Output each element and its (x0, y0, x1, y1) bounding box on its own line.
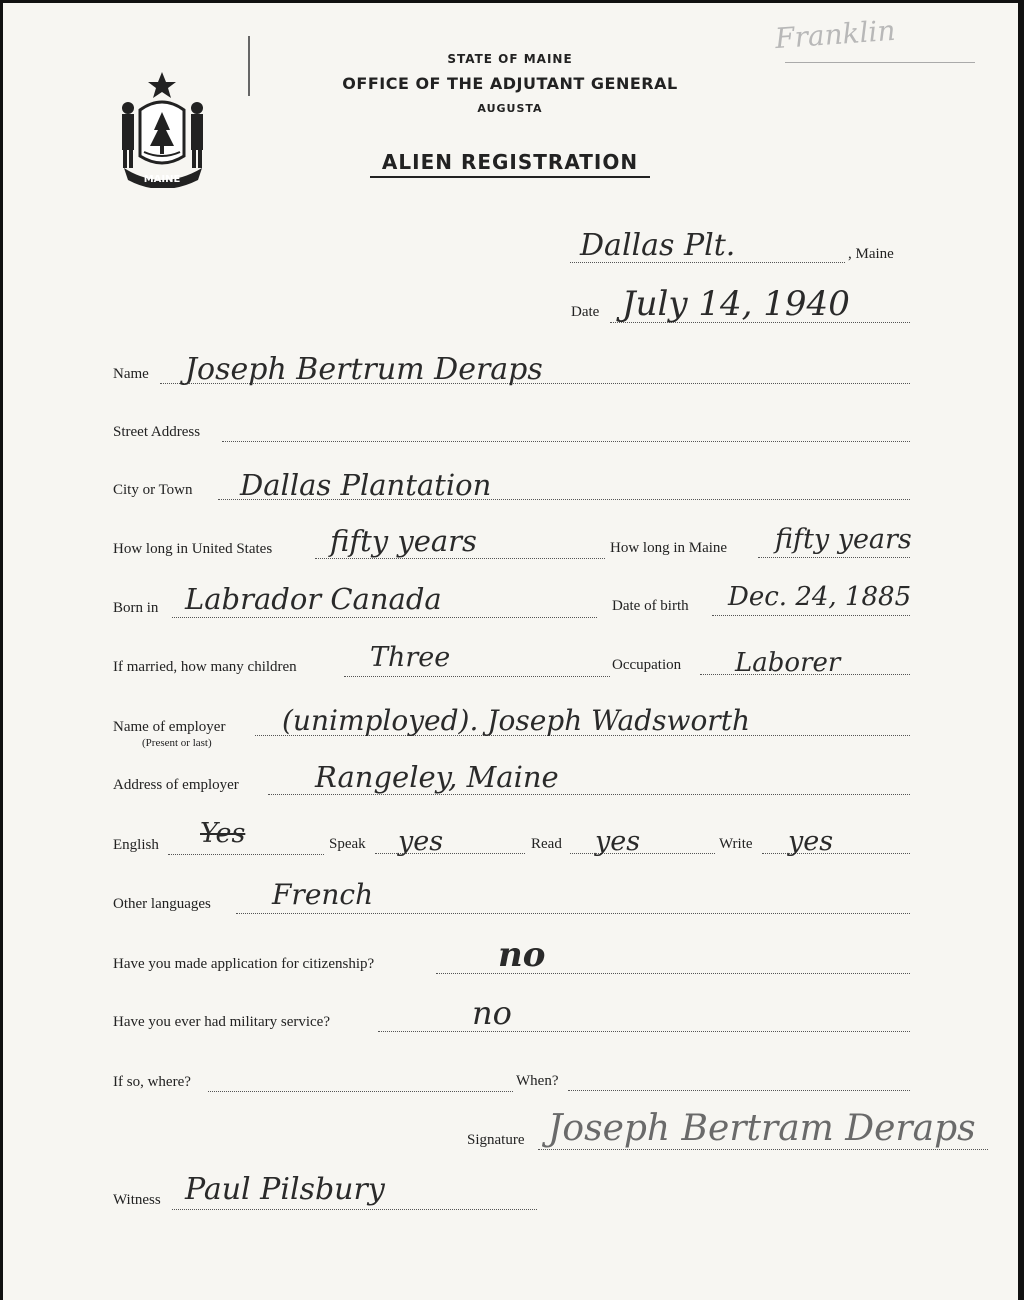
write-line (762, 853, 910, 854)
seal-motto: MAINE (143, 174, 181, 185)
occupation-value: Laborer (735, 648, 841, 678)
street-line (222, 441, 910, 442)
signature-label: Signature (467, 1132, 525, 1148)
scan-edge-left (0, 0, 3, 1300)
where-line (208, 1091, 513, 1092)
date-label: Date (571, 304, 600, 320)
place-label: , Maine (848, 246, 894, 262)
title-underline (370, 176, 650, 178)
citizenship-label: Have you made application for citizenship? (113, 956, 375, 972)
city-value: Dallas Plantation (240, 468, 492, 502)
name-label: Name (113, 366, 149, 382)
other-languages-line (236, 913, 910, 914)
citizenship-value: no (498, 935, 546, 975)
when-label: When? (516, 1073, 559, 1089)
military-value: no (472, 994, 512, 1032)
us-duration-label: How long in United States (113, 541, 273, 557)
us-duration-line (315, 558, 605, 559)
read-line (570, 853, 715, 854)
when-line (568, 1090, 910, 1091)
county-note: Franklin (773, 13, 897, 56)
employer-address-label: Address of employer (113, 777, 239, 793)
name-value: Joseph Bertrum Deraps (185, 352, 543, 387)
children-value: Three (370, 642, 451, 673)
us-duration-value: fifty years (330, 524, 477, 558)
signature-line (538, 1149, 988, 1150)
other-languages-label: Other languages (113, 896, 211, 912)
where-label: If so, where? (113, 1074, 191, 1090)
children-label: If married, how many children (113, 659, 297, 675)
occupation-label: Occupation (612, 657, 682, 673)
read-value: yes (595, 826, 641, 857)
witness-value: Paul Pilsbury (185, 1172, 385, 1207)
children-line (344, 676, 610, 677)
city-heading: AUGUSTA (477, 102, 543, 115)
employer-address-line (268, 794, 910, 795)
maine-duration-label: How long in Maine (610, 540, 728, 556)
write-value: yes (788, 826, 834, 857)
write-label: Write (719, 836, 753, 852)
city-label: City or Town (113, 482, 193, 498)
form-title: ALIEN REGISTRATION (381, 150, 639, 174)
speak-label: Speak (329, 836, 366, 852)
military-line (378, 1031, 910, 1032)
date-value: July 14, 1940 (622, 284, 850, 324)
witness-label: Witness (113, 1192, 161, 1208)
place-value: Dallas Plt. (580, 228, 736, 263)
fold-mark (248, 36, 250, 96)
dob-line (712, 615, 910, 616)
english-line (168, 854, 324, 855)
signature-value: Joseph Bertram Deraps (548, 1108, 976, 1149)
born-label: Born in (113, 600, 159, 616)
english-label: English (113, 837, 159, 853)
other-languages-value: French (272, 878, 374, 911)
scan-edge-right (1018, 0, 1024, 1300)
maine-duration-line (758, 557, 910, 558)
office-heading: OFFICE OF THE ADJUTANT GENERAL (342, 74, 678, 93)
employer-value: (unimployed). Joseph Wadsworth (282, 704, 750, 737)
military-label: Have you ever had military service? (113, 1014, 330, 1030)
street-label: Street Address (113, 424, 201, 440)
maine-duration-value: fifty years (775, 524, 912, 555)
county-note-line (785, 62, 975, 63)
employer-address-value: Rangeley, Maine (315, 760, 559, 794)
maine-seal-icon (110, 68, 215, 188)
employer-sublabel: (Present or last) (142, 737, 212, 749)
witness-line (172, 1209, 537, 1210)
born-line (172, 617, 597, 618)
read-label: Read (531, 836, 562, 852)
born-value: Labrador Canada (185, 582, 442, 616)
employer-label: Name of employer (113, 719, 226, 735)
dob-label: Date of birth (612, 598, 689, 614)
dob-value: Dec. 24, 1885 (728, 582, 912, 612)
state-heading: STATE OF MAINE (447, 52, 573, 66)
speak-value: yes (398, 826, 444, 857)
english-value: Yes (200, 818, 246, 849)
scan-edge-top (0, 0, 1024, 3)
